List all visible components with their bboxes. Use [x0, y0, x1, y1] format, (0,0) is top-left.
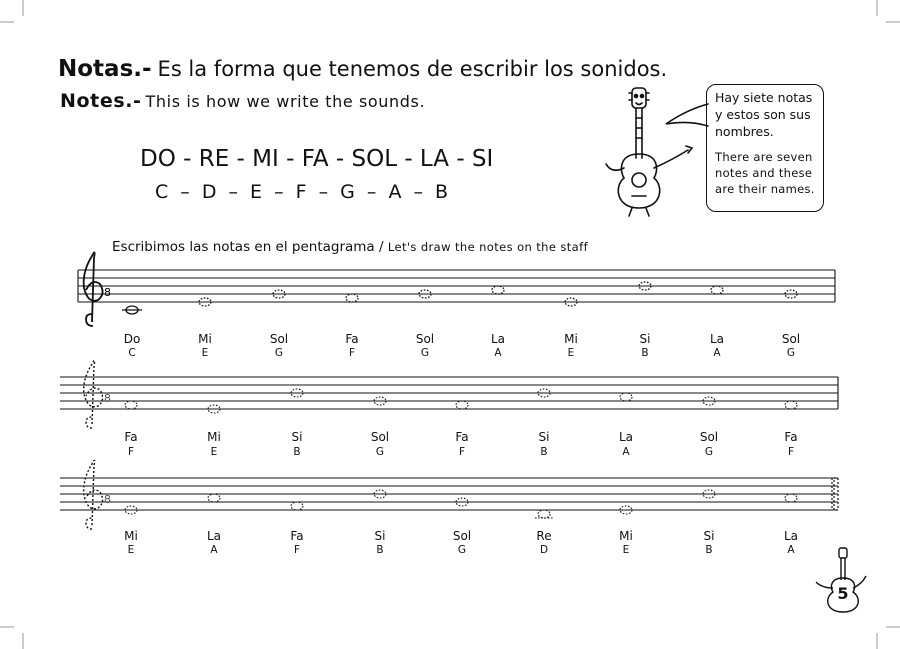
note-head [346, 294, 358, 302]
note-name-label: Mi [124, 529, 138, 543]
note-letter-label: E [210, 446, 218, 458]
note-letter-label: E [622, 544, 630, 556]
note-letter-label: E [201, 347, 209, 359]
note-letter-label: B [376, 544, 384, 556]
note-head [291, 502, 303, 510]
note-name-label: Si [703, 529, 715, 543]
note-name-label: Fa [784, 430, 798, 444]
note-name-label: Sol [269, 332, 289, 346]
note-letter-label: F [458, 446, 466, 458]
note-name-label: Fa [345, 332, 359, 346]
note-head [456, 498, 468, 506]
note-head [620, 393, 632, 401]
note-letter-label: G [274, 347, 284, 359]
note-name-label: La [783, 529, 799, 543]
note-letter-label: B [293, 446, 301, 458]
note-name-label: Mi [619, 529, 633, 543]
note-head [711, 286, 723, 294]
note-head [419, 290, 431, 298]
note-name-label: La [490, 332, 506, 346]
note-letter-label: G [457, 544, 467, 556]
note-name-label: La [709, 332, 725, 346]
note-letter-label: C [128, 347, 136, 359]
solfege-line: DO - RE - MI - FA - SOL - LA - SI [140, 146, 494, 172]
note-head [703, 397, 715, 405]
note-name-label: Mi [198, 332, 212, 346]
note-letter-label: F [127, 446, 135, 458]
note-letter-label: B [641, 347, 649, 359]
note-letter-label: D [539, 544, 549, 556]
note-letter-label: A [494, 347, 502, 359]
heading-english-text: This is how we write the sounds. [145, 92, 426, 111]
note-name-label: Fa [290, 529, 304, 543]
note-name-label: Si [291, 430, 303, 444]
note-name-label: Re [536, 529, 552, 543]
note-head [565, 298, 577, 306]
note-head [703, 490, 715, 498]
note-head [639, 282, 651, 290]
bubble-es-line: nombres. [715, 124, 774, 139]
note-name-label: La [618, 430, 634, 444]
note-name-label: Sol [781, 332, 801, 346]
bubble-en-line: notes and these [715, 166, 813, 180]
note-letter-label: A [787, 544, 795, 556]
note-head [492, 286, 504, 294]
page-number: 5 [837, 584, 849, 603]
bubble-en-line: are their names. [715, 182, 815, 196]
note-name-label: Do [123, 332, 141, 346]
svg-text:8: 8 [104, 493, 111, 506]
note-head [273, 290, 285, 298]
note-head [538, 510, 550, 518]
note-name-label: Mi [564, 332, 578, 346]
note-name-label: Sol [415, 332, 435, 346]
note-head [785, 401, 797, 409]
note-head [374, 397, 386, 405]
note-name-label: Si [538, 430, 550, 444]
svg-text:8: 8 [104, 392, 111, 405]
note-letter-label: F [787, 446, 795, 458]
note-letter-label: F [293, 544, 301, 556]
svg-text:8: 8 [104, 286, 111, 299]
note-name-label: Sol [699, 430, 719, 444]
bubble-es-line: Hay siete notas [715, 90, 813, 105]
note-letter-label: G [786, 347, 796, 359]
note-head [538, 389, 550, 397]
note-head [620, 506, 632, 514]
staff-caption-es: Escribimos las notas en el pentagrama / [112, 239, 384, 255]
note-head [291, 389, 303, 397]
note-name-label: Si [374, 529, 386, 543]
note-letter-label: G [420, 347, 430, 359]
note-head [785, 494, 797, 502]
staff-caption-en: Let's draw the notes on the staff [387, 240, 589, 254]
note-name-label: Sol [370, 430, 390, 444]
bubble-en-line: There are seven [715, 150, 813, 164]
note-letter-label: F [348, 347, 356, 359]
note-head [785, 290, 797, 298]
note-letter-label: E [127, 544, 135, 556]
note-head [208, 494, 220, 502]
page-guitar-icon [812, 546, 868, 616]
note-head [125, 401, 137, 409]
note-head [125, 506, 137, 514]
note-name-label: Sol [452, 529, 472, 543]
note-name-label: La [206, 529, 222, 543]
note-letter-label: B [540, 446, 548, 458]
note-name-label: Fa [455, 430, 469, 444]
heading-spanish-text: Es la forma que tenemos de escribir los sonidos. [157, 57, 668, 81]
bubble-es-line: y estos son sus [715, 107, 811, 122]
note-name-label: Si [639, 332, 651, 346]
note-head [456, 401, 468, 409]
heading-spanish-bold: Notas.- [58, 56, 152, 82]
note-name-label: Fa [124, 430, 138, 444]
heading-english-bold: Notes.- [60, 90, 142, 112]
note-name-label: Mi [207, 430, 221, 444]
note-letter-label: G [375, 446, 385, 458]
note-head [208, 405, 220, 413]
note-letter-label: E [567, 347, 575, 359]
note-head [374, 490, 386, 498]
note-letter-label: G [704, 446, 714, 458]
note-head [199, 298, 211, 306]
note-letter-label: B [705, 544, 713, 556]
note-letter-label: A [210, 544, 218, 556]
letters-line: C – D – E – F – G – A – B [155, 181, 449, 203]
note-letter-label: A [622, 446, 630, 458]
note-letter-label: A [713, 347, 721, 359]
